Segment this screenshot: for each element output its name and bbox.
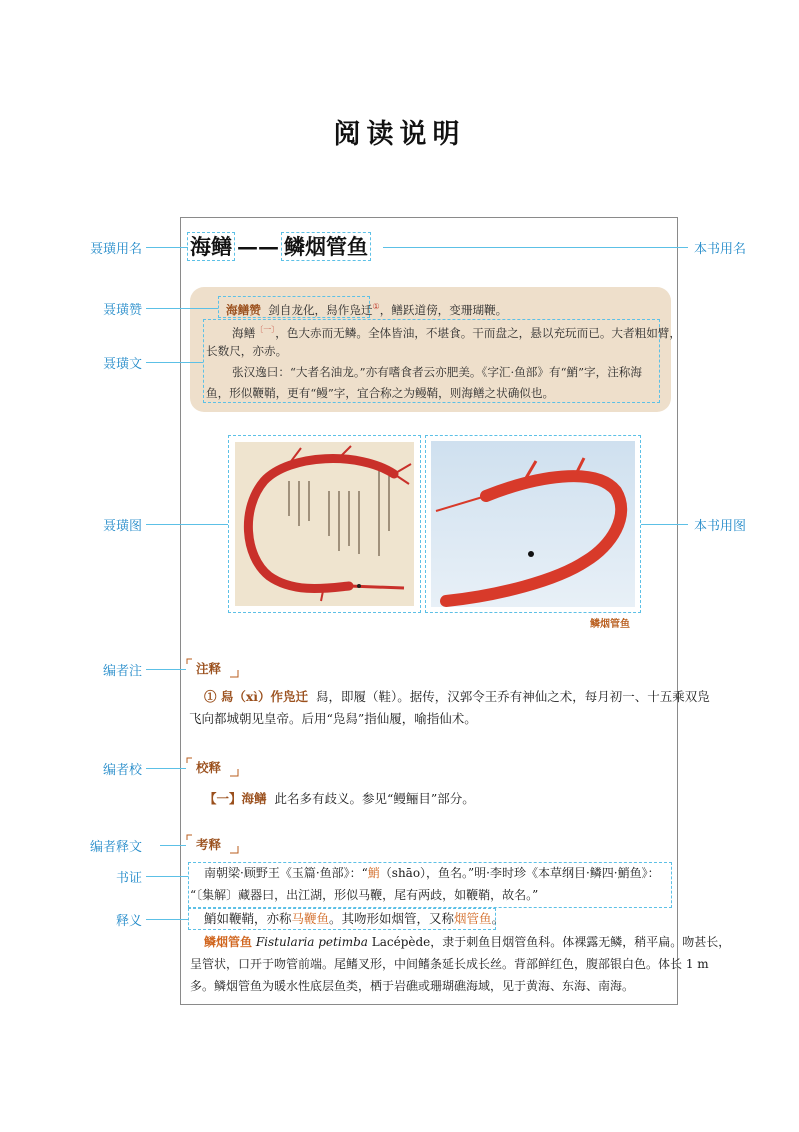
zan-text-b: ，鳝跃道傍，变珊瑚鞭。: [379, 302, 508, 317]
label-editor-collation: 编者校: [102, 763, 142, 778]
species-name: 鳞烟管鱼: [204, 935, 253, 949]
shiyi-line: [204, 908, 504, 930]
guide-line: [146, 919, 188, 920]
entry-heading: [187, 231, 371, 261]
photo-caption: 鳞烟管鱼: [590, 619, 630, 630]
shiyi-text-a: 鮹如鞭鞘，亦称: [204, 911, 292, 926]
zhushi-header: [186, 658, 242, 678]
kaoshi-title: 考释: [196, 837, 222, 852]
nie-fish-drawing: [229, 436, 420, 612]
species-line-2: 呈管状，口开于吻管前端。尾鳍叉形，中间鳍条延长成长丝。背部鲜红色，腹部银白色。体长 1 m: [190, 957, 709, 971]
zhushi-line-2: 飞向都城朝见皇帝。后用“凫舄”指仙履，喻指仙术。: [189, 711, 477, 726]
shuzheng-text-a: 南朝梁·顾野王《玉篇·鱼部》：“: [204, 866, 368, 880]
species-author: Lacépède: [371, 935, 431, 949]
zhushi-term: ① 舄（xì）作凫迁: [204, 689, 309, 704]
shiyi-text-b: 。其吻形如烟管，又称: [329, 911, 455, 926]
wen-line-1: [232, 319, 681, 344]
book-name: 鳞烟管鱼: [281, 232, 371, 261]
shiyi-term-1: 马鞭鱼: [291, 911, 330, 926]
label-definition: 释义: [115, 914, 142, 929]
shuzheng-char: 鮹: [367, 866, 380, 880]
zan-title: 海鳝赞: [226, 302, 261, 317]
label-nie-wen: 聂璜文: [102, 357, 142, 372]
label-editor-explanation: 编者释文: [89, 840, 142, 855]
shuzheng-text-b: （shāo），鱼名。”明·李时珍《本草纲目·鳞四·鮹鱼》：: [379, 866, 660, 880]
zan-note-mark: ①: [372, 302, 380, 311]
zan-text-a: 剑自龙化，舄作凫迁: [268, 302, 373, 317]
zhushi-line-1: [204, 686, 710, 708]
guide-line: [146, 247, 188, 248]
shiyi-term-2: 烟管鱼: [454, 911, 492, 926]
guide-line: [146, 768, 186, 769]
nie-illustration: [228, 435, 421, 613]
label-book-image: 本书用图: [694, 519, 747, 534]
label-editor-note: 编者注: [102, 664, 142, 679]
species-latin: Fistularia petimba: [255, 935, 368, 949]
nie-name: 海鳝: [187, 232, 235, 261]
wen-line-3: 张汉逸曰：“大者名油龙。”亦有嗜食者云亦肥美。《字汇·鱼部》有“鮹”字，注称海: [232, 365, 642, 379]
guide-line: [160, 845, 186, 846]
jiaoshi-text: 此名多有歧义。参见“鳗鲡目”部分。: [274, 791, 475, 806]
wen-line-4: 鱼，形似鞭鞘，更有“鳗”字，宜合称之为鳗鞘，则海鳝之状确似也。: [206, 386, 555, 400]
label-nie-name: 聂璜用名: [89, 242, 142, 257]
wen-term: 海鳝: [232, 325, 256, 340]
wen-mark: 〔一〕: [255, 325, 276, 334]
zhushi-text-1: 舄，即履（鞋）。据传，汉郭令王乔有神仙之术，每月初一、十五乘双凫: [316, 689, 710, 704]
guide-line: [146, 876, 188, 877]
heading-dash: ——: [237, 234, 279, 259]
guide-line: [641, 524, 688, 525]
book-photo: [425, 435, 641, 613]
kaoshi-header: [186, 834, 242, 854]
shiyi-text-c: 。: [491, 911, 505, 926]
wen-line-2: 长数尺，亦赤。: [206, 344, 288, 358]
guide-line: [146, 669, 186, 670]
jiaoshi-title: 校释: [196, 760, 222, 775]
label-textual-evidence: 书证: [115, 871, 142, 886]
jiaoshi-header: [186, 757, 242, 777]
species-line-1: [204, 931, 730, 953]
guide-line: [383, 247, 688, 248]
jiaoshi-line: [204, 788, 475, 810]
photo-fish-drawing: [426, 436, 640, 612]
label-book-name: 本书用名: [694, 242, 747, 257]
page-title: 阅读说明: [333, 119, 466, 150]
species-text-1: ，隶于刺鱼目烟管鱼科。体裸露无鳞，稍平扁。吻甚长，: [430, 935, 731, 949]
species-line-3: 多。鳞烟管鱼为暖水性底层鱼类，栖于岩礁或珊瑚礁海域，见于黄海、东海、南海。: [190, 979, 635, 993]
label-nie-tu: 聂璜图: [102, 519, 142, 534]
label-nie-zan: 聂璜赞: [102, 303, 142, 318]
zan-line: [226, 296, 507, 321]
jiaoshi-term: 【一】海鳝: [204, 791, 267, 806]
shuzheng-line-1: [204, 862, 660, 884]
shuzheng-line-2: “〔集解〕藏器曰，出江湖，形似马鞭，尾有两歧，如鞭鞘，故名。”: [190, 888, 539, 902]
wen-text: ，色大赤而无鳞。全体皆油，不堪食。干而盘之，悬以充玩而已。大者粗如臂，: [275, 325, 681, 340]
zhushi-title: 注释: [196, 661, 222, 676]
guide-line: [146, 524, 228, 525]
guide-line: [146, 308, 218, 309]
guide-line: [146, 362, 203, 363]
